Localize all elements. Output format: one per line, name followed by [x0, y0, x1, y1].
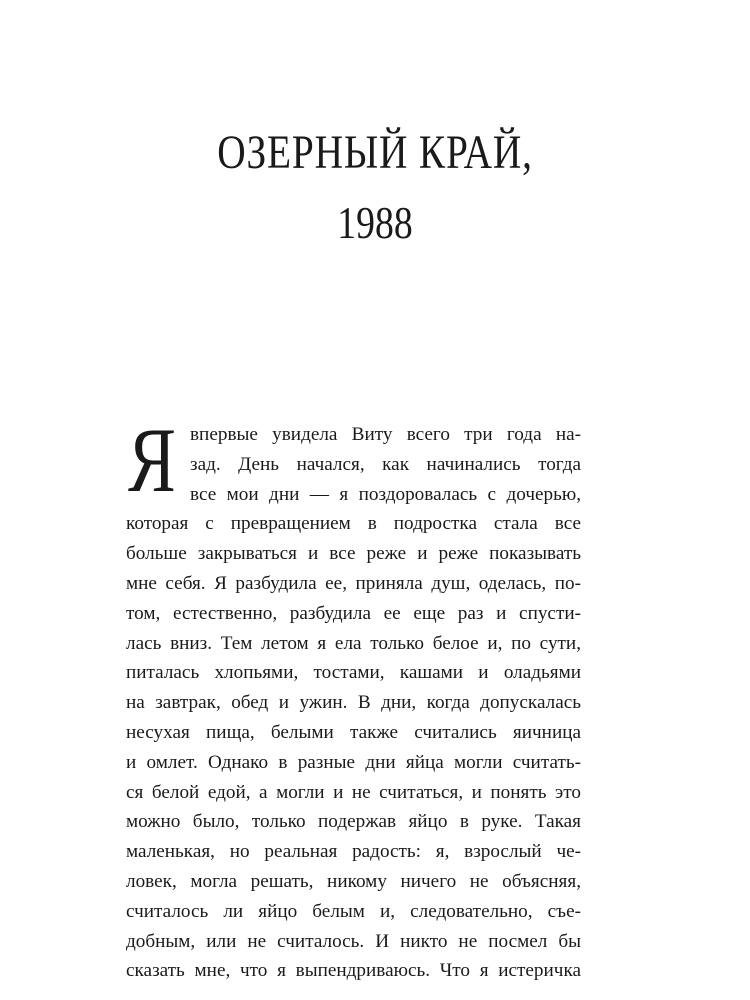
text-line: том, естественно, разбудила ее еще раз и спусти- — [126, 602, 581, 624]
body-text — [126, 409, 581, 986]
text-line: все мои дни — я поздоровалась с дочерью, — [190, 483, 581, 505]
text-line: считалось ли яйцо белым и, следовательно, съе- — [126, 900, 581, 922]
text-line: зад. День начался, как начинались тогда — [190, 453, 581, 475]
chapter-year: 1988 — [337, 197, 413, 248]
chapter-title — [68, 118, 683, 258]
text-line: маленькая, но реальная радость: я, взрослый че- — [126, 841, 581, 863]
text-line: добным, или не считалось. И никто не посмел бы — [126, 930, 581, 952]
text-line: впервые увидела Виту всего три года на- — [190, 424, 581, 445]
text-line: лась вниз. Тем летом я ела только белое и, по сути, — [126, 632, 581, 654]
text-line: на завтрак, обед и ужин. В дни, когда допускалась — [126, 692, 581, 714]
drop-cap: Я — [128, 409, 176, 511]
text-line: и омлет. Однако в разные дни яйца могли считать- — [126, 751, 581, 773]
text-line: можно было, только подержав яйцо в руке. Такая — [126, 811, 581, 833]
text-line: сказать мне, что я выпендриваюсь. Что я истеричка — [126, 960, 581, 982]
text-line: мне себя. Я разбудила ее, приняла душ, оделась, по- — [126, 572, 581, 594]
text-line: которая с превращением в подростка стала все — [126, 513, 581, 535]
chapter-title-text: ОЗЕРНЫЙ КРАЙ, — [217, 126, 533, 179]
text-line: больше закрываться и все реже и реже показывать — [126, 543, 581, 565]
text-line: несухая пища, белыми также считались яичница — [126, 721, 581, 743]
text-line: ся белой едой, а могли и не считаться, и понять это — [126, 781, 581, 803]
text-line: питалась хлопьями, тостами, кашами и оладьями — [126, 662, 581, 684]
text-line: ловек, могла решать, никому ничего не объясняя, — [126, 870, 581, 892]
